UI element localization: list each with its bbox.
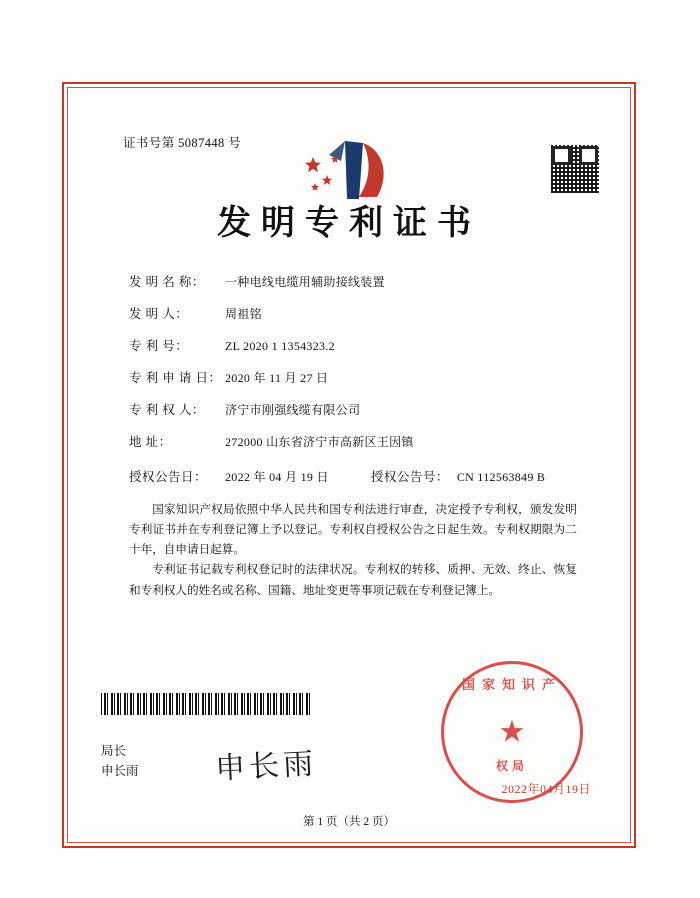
field-label: 授权公告号： [370, 469, 449, 484]
qr-code-icon [551, 145, 599, 193]
field-label: 发 明 名 称： [129, 275, 205, 289]
field-label: 专 利 号： [129, 339, 189, 354]
field-value: 2020 年 11 月 27 日 [225, 371, 329, 386]
field-label: 授权公告日： [129, 469, 208, 484]
seal-text-bottom: 权局 [495, 759, 528, 773]
seal-date: 2022年04月19日 [501, 782, 591, 796]
legal-text-block [95, 500, 603, 601]
field-label: 发 明 人： [129, 307, 189, 322]
grant-number-group [371, 467, 545, 485]
certificate-content [67, 87, 631, 843]
seal-text-top: 国家知识产 [461, 677, 562, 692]
field-label: 专 利 权 人： [129, 403, 205, 418]
signature-block [101, 742, 139, 781]
field-row-inventor [129, 306, 583, 323]
field-value: 周祖铭 [225, 307, 262, 322]
field-row-application-date [129, 370, 583, 387]
director-name-label: 申长雨 [101, 763, 139, 778]
field-list [95, 274, 603, 485]
grant-date-group [129, 467, 329, 485]
handwritten-signature: 申长雨 [214, 746, 319, 787]
field-row-invention-name [129, 274, 583, 291]
field-label: 专 利 申 请 日： [129, 371, 222, 386]
barcode-icon [101, 693, 311, 715]
field-value: CN 112563849 B [456, 469, 546, 484]
field-value: 济宁市刚强线缆有限公司 [225, 403, 361, 418]
legal-paragraph-1: 国家知识产权局依照中华人民共和国专利法进行审查，决定授予专利权，颁发发明专利证书并在专利登记簿上予以登记。专利权自授权公告之日起生效。专利权期限为二十年，自申请日起算。 [129, 502, 577, 557]
field-row-address [129, 434, 583, 451]
certificate-number: 证书号第 5087448 号 [123, 136, 242, 150]
cnipa-emblem-icon [289, 137, 409, 209]
field-row-grant-announcement [129, 467, 583, 485]
field-row-patentee [129, 402, 583, 419]
field-value: ZL 2020 1 1354323.2 [225, 339, 335, 354]
legal-paragraph-2: 专利证书记载专利权登记时的法律状况。专利权的转移、质押、无效、终止、恢复和专利权人的姓名或名称、国籍、地址变更等事项记载在专利登记簿上。 [129, 563, 577, 597]
director-role-label: 局长 [101, 744, 127, 759]
page-number: 第 1 页（共 2 页） [303, 816, 395, 828]
field-label: 地 址： [129, 435, 172, 450]
seal-star-icon: ★ [498, 715, 526, 749]
field-row-patent-number [129, 338, 583, 355]
field-value: 272000 山东省济宁市高新区王因镇 [225, 435, 414, 450]
field-value: 一种电线电缆用辅助接线装置 [225, 275, 385, 289]
page-title: 发明专利证书 [217, 203, 481, 243]
field-value: 2022 年 04 月 19 日 [225, 469, 329, 484]
